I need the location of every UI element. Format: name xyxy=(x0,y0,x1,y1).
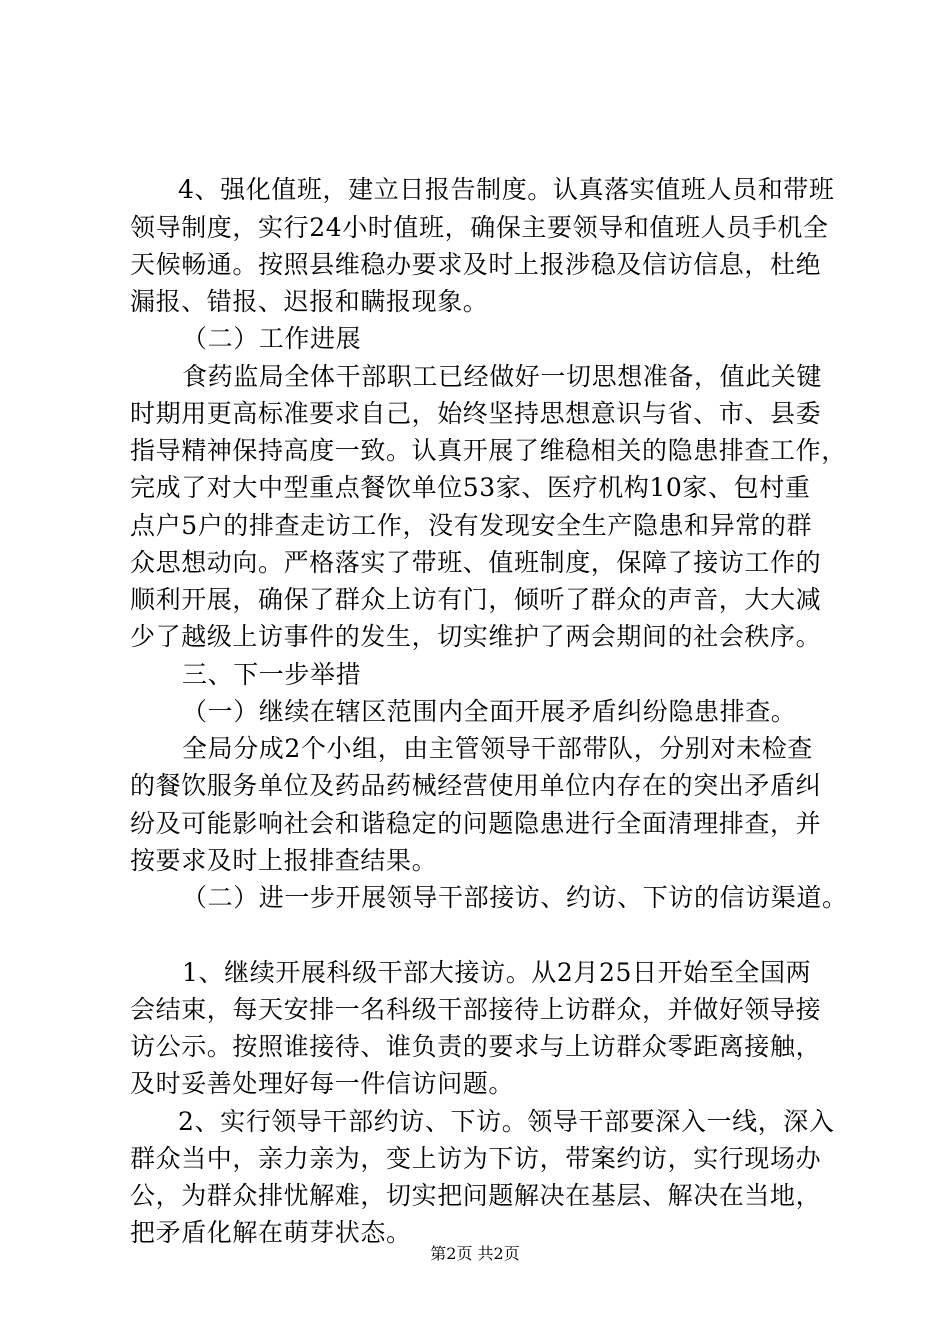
paragraph-line: 4、强化值班，建立日报告制度。认真落实值班人员和带班 xyxy=(178,175,835,204)
paragraph-line: 时期用更高标准要求自己，始终坚持思想意识与省、市、县委 xyxy=(130,399,822,428)
paragraph-line: 指导精神保持高度一致。认真开展了维稳相关的隐患排查工作， xyxy=(130,436,847,465)
section-heading: 三、下一步举措 xyxy=(182,660,362,689)
page-footer: 第2页 共2页 xyxy=(430,1244,520,1263)
paragraph-line: 会结束，每天安排一名科级干部接待上访群众，并做好领导接 xyxy=(130,995,822,1024)
paragraph-line: 完成了对大中型重点餐饮单位53家、医疗机构10家、包村重 xyxy=(130,473,811,502)
paragraph-line: 众思想动向。严格落实了带班、值班制度，保障了接访工作的 xyxy=(130,548,822,577)
paragraph-line: 访公示。按照谁接待、谁负责的要求与上访群众零距离接触， xyxy=(130,1032,822,1061)
subsection-heading: （二）进一步开展领导干部接访、约访、下访的信访渠道。 xyxy=(182,883,848,912)
paragraph-line: 2、实行领导干部约访、下访。领导干部要深入一线，深入 xyxy=(178,1107,835,1136)
paragraph-line: 的餐饮服务单位及药品药械经营使用单位内存在的突出矛盾纠 xyxy=(130,771,822,800)
subsection-heading: （一）继续在辖区范围内全面开展矛盾纠纷隐患排查。 xyxy=(182,697,797,726)
paragraph-line: 点户5户的排查走访工作，没有发现安全生产隐患和异常的群 xyxy=(130,511,813,540)
paragraph-line: 把矛盾化解在萌芽状态。 xyxy=(130,1218,412,1247)
section-heading: （二）工作进展 xyxy=(182,324,362,353)
paragraph-line: 公，为群众排忧解难，切实把问题解决在基层、解决在当地， xyxy=(130,1181,822,1210)
paragraph-line: 食药监局全体干部职工已经做好一切思想准备，值此关键 xyxy=(182,362,823,391)
paragraph-line: 少了越级上访事件的发生，切实维护了两会期间的社会秩序。 xyxy=(130,622,822,651)
paragraph-line: 全局分成2个小组，由主管领导干部带队，分别对未检查 xyxy=(182,734,813,763)
paragraph-line: 领导制度，实行24小时值班，确保主要领导和值班人员手机全 xyxy=(130,213,829,242)
paragraph-line: 按要求及时上报排查结果。 xyxy=(130,846,438,875)
paragraph-line: 群众当中，亲力亲为，变上访为下访，带案约访，实行现场办 xyxy=(130,1144,822,1173)
paragraph-line: 天候畅通。按照县维稳办要求及时上报涉稳及信访信息，杜绝 xyxy=(130,250,822,279)
paragraph-line: 1、继续开展科级干部大接访。从2月25日开始至全国两 xyxy=(182,958,812,987)
paragraph-line: 顺利开展，确保了群众上访有门，倾听了群众的声音，大大减 xyxy=(130,585,822,614)
paragraph-line: 及时妥善处理好每一件信访问题。 xyxy=(130,1069,515,1098)
paragraph-line: 漏报、错报、迟报和瞒报现象。 xyxy=(130,287,489,316)
paragraph-line: 纷及可能影响社会和谐稳定的问题隐患进行全面清理排查，并 xyxy=(130,809,822,838)
